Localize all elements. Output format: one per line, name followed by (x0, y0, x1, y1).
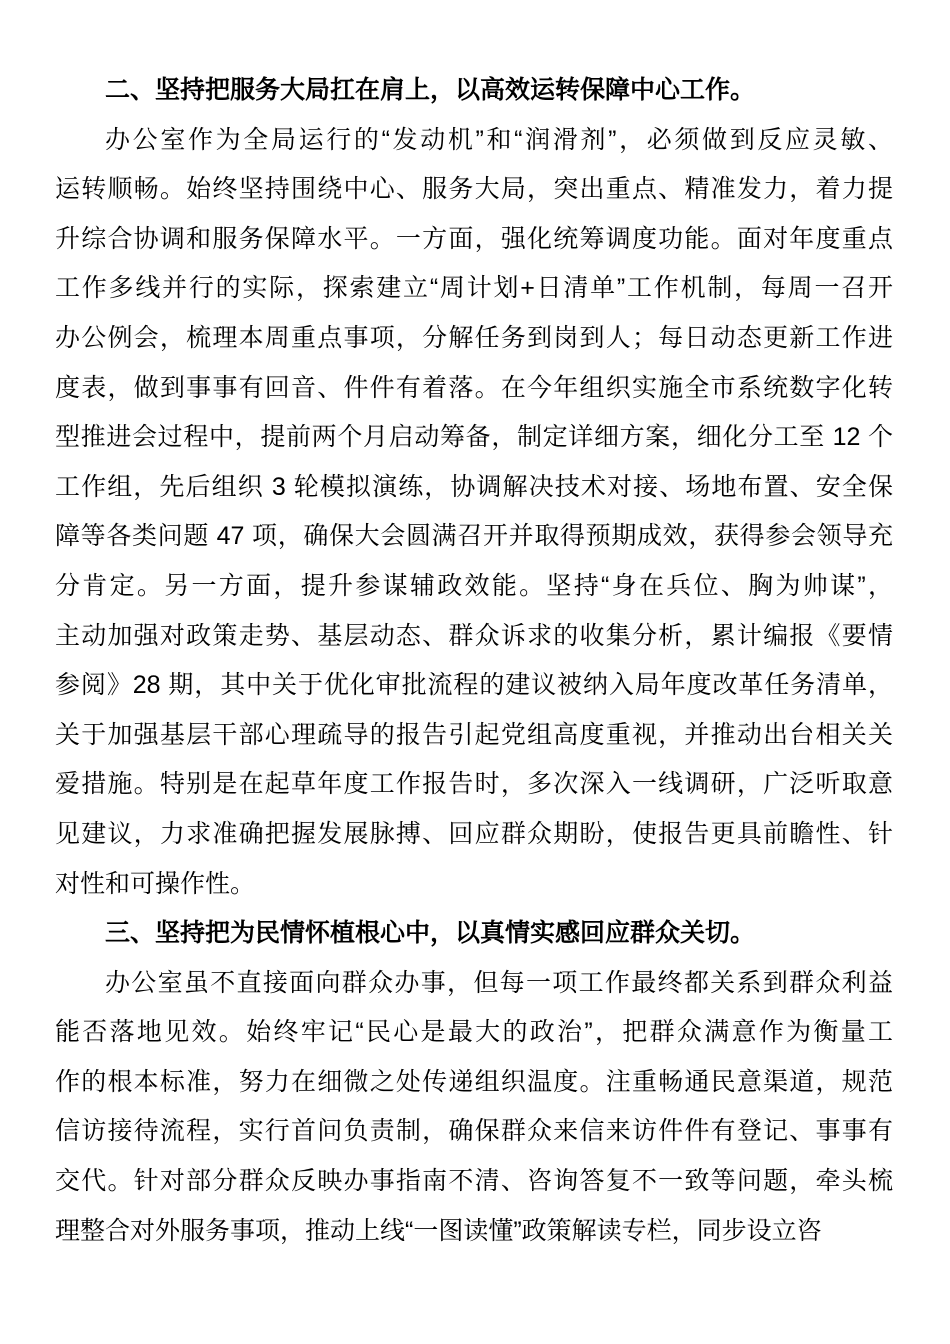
text-line: 参阅》28 期，其中关于优化审批流程的建议被纳入局年度改革任务清单， (55, 671, 893, 700)
paragraph (55, 959, 893, 1257)
text-line: 分肯定。另一方面，提升参谋辅政效能。坚持“身在兵位、胸为帅谋”， (55, 571, 893, 600)
section-heading (55, 909, 893, 959)
text-line: 三、坚持把为民情怀植根心中，以真情实感回应群众关切。 (105, 919, 756, 948)
text-line: 信访接待流程，实行首问负责制，确保群众来信来访件件有登记、事事有 (55, 1117, 893, 1146)
text-line: 工作组，先后组织 3 轮模拟演练，协调解决技术对接、场地布置、安全保 (55, 472, 893, 501)
text-line: 作的根本标准，努力在细微之处传递组织温度。注重畅通民意渠道，规范 (55, 1067, 893, 1096)
text-line: 型推进会过程中，提前两个月启动筹备，制定详细方案，细化分工至 12 个 (55, 423, 893, 452)
text-line: 见建议，力求准确把握发展脉搏、回应群众期盼，使报告更具前瞻性、针 (55, 819, 893, 848)
text-line: 二、坚持把服务大局扛在肩上，以高效运转保障中心工作。 (105, 76, 756, 104)
text-line: 升综合协调和服务保障水平。一方面，强化统筹调度功能。面对年度重点 (55, 224, 893, 253)
text-line: 爱措施。特别是在起草年度工作报告时，多次深入一线调研，广泛听取意 (55, 770, 893, 799)
text-line: 能否落地见效。始终牢记“民心是最大的政治”，把群众满意作为衡量工 (55, 1018, 893, 1047)
text-line: 障等各类问题 47 项，确保大会圆满召开并取得预期成效，获得参会领导充 (55, 522, 893, 551)
text-line: 理整合对外服务事项，推动上线“一图读懂”政策解读专栏，同步设立咨 (55, 1216, 822, 1245)
text-line: 办公室虽不直接面向群众办事，但每一项工作最终都关系到群众利益 (105, 968, 893, 997)
text-line: 办公例会，梳理本周重点事项，分解任务到岗到人；每日动态更新工作进 (55, 323, 893, 352)
text-line: 交代。针对部分群众反映办事指南不清、咨询答复不一致等问题，牵头梳 (55, 1167, 893, 1196)
text-line: 主动加强对政策走势、基层动态、群众诉求的收集分析，累计编报《要情 (55, 621, 893, 650)
paragraph (55, 116, 893, 910)
text-line: 办公室作为全局运行的“发动机”和“润滑剂”，必须做到反应灵敏、 (105, 125, 893, 154)
section-heading (55, 66, 893, 116)
text-line: 对性和可操作性。 (55, 869, 256, 898)
text-line: 工作多线并行的实际，探索建立“周计划+日清单”工作机制，每周一召开 (55, 274, 893, 303)
text-line: 运转顺畅。始终坚持围绕中心、服务大局，突出重点、精准发力，着力提 (55, 175, 893, 204)
text-line: 关于加强基层干部心理疏导的报告引起党组高度重视，并推动出台相关关 (55, 720, 893, 749)
text-line: 度表，做到事事有回音、件件有着落。在今年组织实施全市系统数字化转 (55, 373, 893, 402)
document-content (55, 66, 893, 1256)
